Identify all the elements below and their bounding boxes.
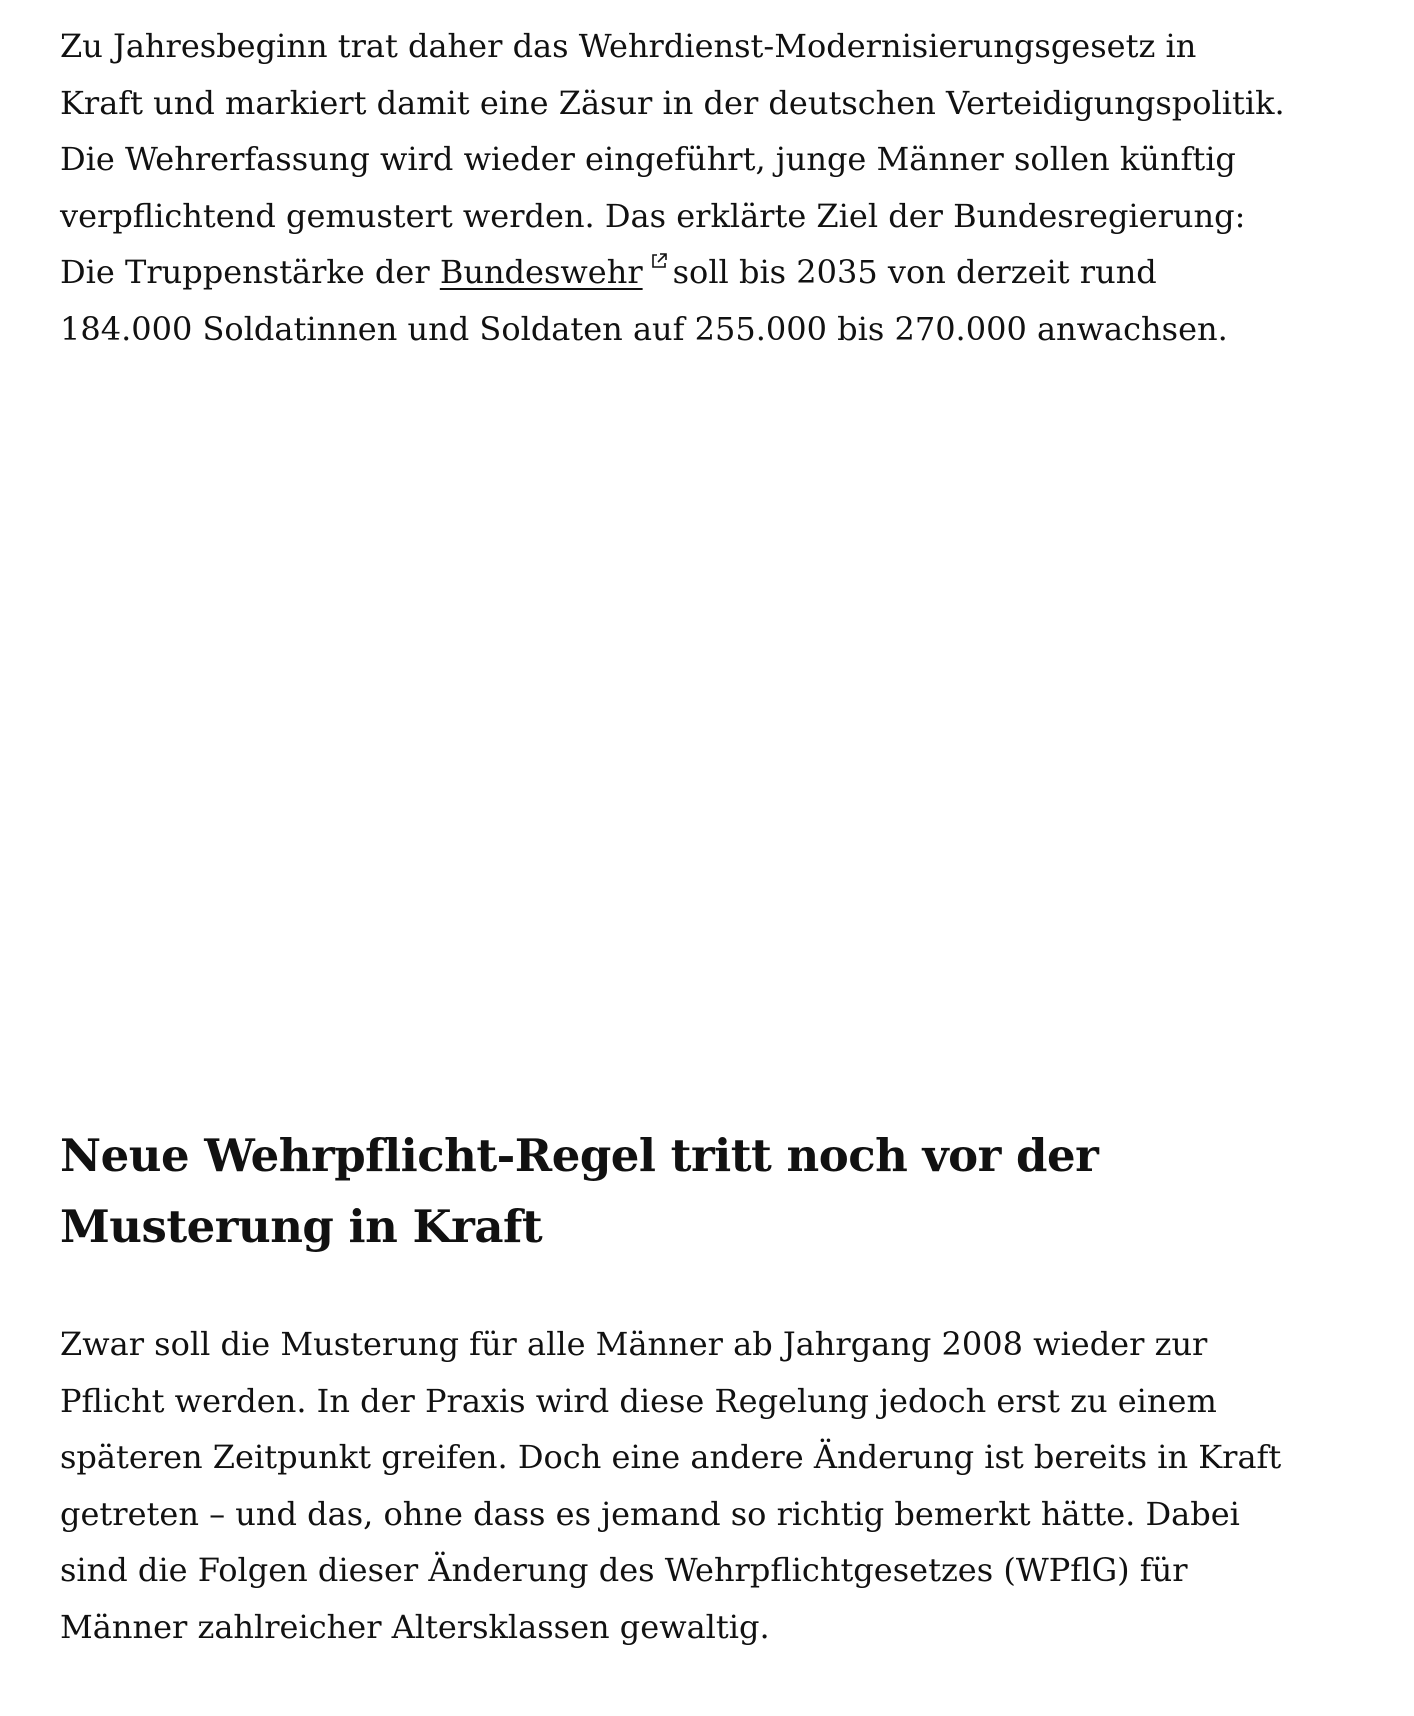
paragraph-line: verpflichtend gemustert werden. Das erklärte Ziel der Bundesregierung: xyxy=(60,196,1246,235)
paragraph-line: Männer zahlreicher Altersklassen gewaltig. xyxy=(60,1607,770,1646)
section-heading xyxy=(60,1120,1098,1262)
paragraph-line: 184.000 Soldatinnen und Soldaten auf 255.000 bis 270.000 anwachsen. xyxy=(60,309,1228,348)
heading-line: Musterung in Kraft xyxy=(60,1200,543,1253)
paragraph-text: soll bis 2035 von derzeit rund xyxy=(672,253,1157,291)
paragraph-line: Kraft und markiert damit eine Zäsur in der deutschen Verteidigungspolitik. xyxy=(60,83,1285,122)
paragraph-line xyxy=(60,244,1360,301)
paragraph-line: sind die Folgen dieser Änderung des Wehrpflichtgesetzes (WPflG) für xyxy=(60,1551,1188,1589)
article-paragraph-body xyxy=(60,1316,1360,1655)
paragraph-line: Die Wehrerfassung wird wieder eingeführt, junge Männer sollen künftig xyxy=(60,140,1236,178)
paragraph-text: Die Truppenstärke der xyxy=(60,253,430,291)
paragraph-line: späteren Zeitpunkt greifen. Doch eine andere Änderung ist bereits in Kraft xyxy=(60,1438,1282,1476)
paragraph-line: Zwar soll die Musterung für alle Männer ab Jahrgang 2008 wieder zur xyxy=(60,1325,1208,1363)
external-link-icon xyxy=(651,253,667,269)
heading-line: Neue Wehrpflicht-Regel tritt noch vor der xyxy=(60,1129,1099,1182)
paragraph-line: Pflicht werden. In der Praxis wird diese Regelung jedoch erst zu einem xyxy=(60,1381,1217,1420)
bundeswehr-link[interactable]: Bundeswehr xyxy=(439,253,643,291)
article-paragraph-intro xyxy=(60,18,1360,357)
paragraph-line: getreten – und das, ohne dass es jemand so richtig bemerkt hätte. Dabei xyxy=(60,1494,1240,1533)
paragraph-line: Zu Jahresbeginn trat daher das Wehrdienst-Modernisierungsgesetz in xyxy=(60,27,1197,65)
